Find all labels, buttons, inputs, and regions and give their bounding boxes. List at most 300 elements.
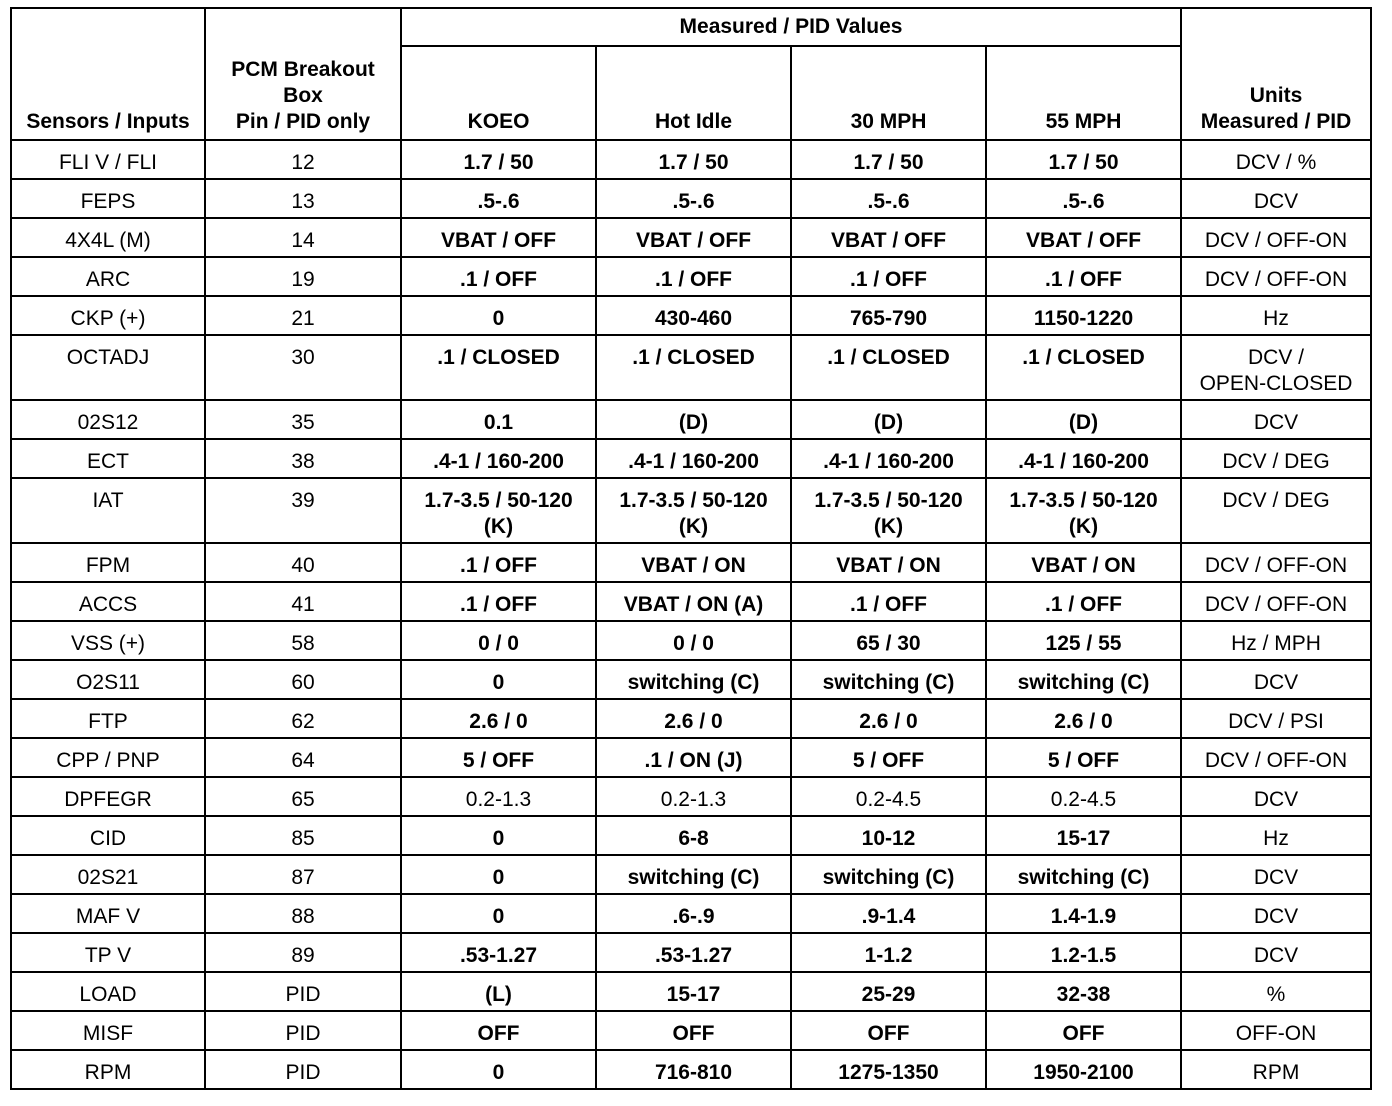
pin-cell	[205, 296, 401, 335]
value-cell-koeo	[401, 1050, 596, 1089]
table-row	[11, 140, 1371, 179]
value-cell-idle	[596, 972, 791, 1011]
table-row	[11, 1011, 1371, 1050]
value-cell-mph30	[791, 582, 986, 621]
value-cell-mph55	[986, 816, 1181, 855]
value-cell-koeo-text: 0	[492, 905, 505, 928]
sensor-cell-text: ACCS	[78, 593, 138, 616]
table-row	[11, 543, 1371, 582]
units-cell	[1181, 894, 1371, 933]
value-cell-mph30	[791, 660, 986, 699]
units-cell-text: RPM	[1252, 1061, 1300, 1084]
value-cell-idle	[596, 894, 791, 933]
value-cell-mph55-text: 1950-2100	[1033, 1061, 1134, 1084]
value-cell-mph30	[791, 478, 986, 543]
value-cell-idle-text: switching (C)	[627, 671, 760, 694]
value-cell-mph55-text: 5 / OFF	[1047, 749, 1120, 772]
pin-cell-text: 40	[291, 554, 315, 577]
units-cell	[1181, 478, 1371, 543]
pin-cell-text: 41	[291, 593, 315, 616]
value-cell-koeo-text: 0	[492, 1061, 505, 1084]
sensor-cell-text: CPP / PNP	[56, 749, 160, 772]
value-cell-idle	[596, 478, 791, 543]
units-cell	[1181, 699, 1371, 738]
value-cell-koeo	[401, 218, 596, 257]
units-cell	[1181, 1050, 1371, 1089]
sensor-cell	[11, 972, 205, 1011]
pid-values-sheet	[10, 7, 1370, 1090]
pin-cell	[205, 140, 401, 179]
value-cell-idle-text: .53-1.27	[654, 944, 733, 967]
value-cell-mph30-text: switching (C)	[822, 866, 955, 889]
value-cell-koeo-text: (L)	[485, 983, 512, 1006]
pin-cell-text: 30	[291, 346, 315, 369]
value-cell-mph55	[986, 296, 1181, 335]
pin-cell	[205, 478, 401, 543]
value-cell-mph30-text: VBAT / ON	[836, 554, 941, 577]
header-units-line-2: Measured / PID	[1200, 110, 1352, 133]
value-cell-idle	[596, 738, 791, 777]
units-cell-text: DCV	[1253, 905, 1299, 928]
units-cell-text: DCV / DEG	[1222, 489, 1330, 512]
sensor-cell	[11, 738, 205, 777]
value-cell-mph55-text: (D)	[1068, 411, 1099, 434]
value-cell-mph30	[791, 335, 986, 400]
value-cell-mph30	[791, 972, 986, 1011]
header-pcm-line-3: Pin / PID only	[235, 110, 371, 133]
value-cell-mph55	[986, 972, 1181, 1011]
value-cell-mph55-text: 1150-1220	[1033, 307, 1134, 330]
table-row	[11, 660, 1371, 699]
pin-cell-text: 65	[291, 788, 315, 811]
value-cell-mph30-text: 1-1.2	[864, 944, 913, 967]
pin-cell-text: 58	[291, 632, 315, 655]
value-cell-idle-text: VBAT / ON	[641, 554, 746, 577]
units-cell	[1181, 335, 1371, 400]
value-cell-mph30-text: 765-790	[849, 307, 928, 330]
value-cell-mph55	[986, 257, 1181, 296]
value-cell-mph30-text: 0.2-4.5	[855, 788, 922, 811]
pin-cell-text: 13	[291, 190, 315, 213]
sensor-cell	[11, 777, 205, 816]
value-cell-mph55-text: .1 / OFF	[1044, 268, 1122, 291]
units-cell	[1181, 621, 1371, 660]
value-cell-koeo-text: 0	[492, 671, 505, 694]
sensor-cell	[11, 621, 205, 660]
value-cell-mph55	[986, 218, 1181, 257]
value-cell-mph55	[986, 621, 1181, 660]
units-cell	[1181, 777, 1371, 816]
value-cell-koeo	[401, 972, 596, 1011]
value-cell-koeo	[401, 582, 596, 621]
value-cell-mph55-text: 2.6 / 0	[1054, 710, 1113, 733]
table-body	[11, 140, 1371, 1089]
sensor-cell	[11, 660, 205, 699]
value-cell-koeo-text: 0.1	[483, 411, 514, 434]
table-row	[11, 257, 1371, 296]
units-cell-text-line-2: OPEN-CLOSED	[1199, 372, 1353, 395]
sensor-cell-text: CID	[89, 827, 127, 850]
sensor-cell	[11, 218, 205, 257]
pin-cell-text: 64	[291, 749, 315, 772]
value-cell-koeo	[401, 816, 596, 855]
value-cell-mph30	[791, 218, 986, 257]
value-cell-mph30	[791, 400, 986, 439]
pin-cell-text: 39	[291, 489, 315, 512]
units-cell	[1181, 439, 1371, 478]
value-cell-idle-text: .6-.9	[672, 905, 715, 928]
value-cell-mph30-text: .5-.6	[867, 190, 910, 213]
value-cell-idle	[596, 1011, 791, 1050]
table-row	[11, 582, 1371, 621]
value-cell-mph55	[986, 543, 1181, 582]
units-cell-text: DCV	[1253, 866, 1299, 889]
pin-cell-text: 14	[291, 229, 315, 252]
value-cell-koeo	[401, 179, 596, 218]
pin-cell	[205, 582, 401, 621]
value-cell-mph55	[986, 1050, 1181, 1089]
value-cell-mph30	[791, 699, 986, 738]
value-cell-koeo-text: .5-.6	[477, 190, 520, 213]
units-cell	[1181, 738, 1371, 777]
sensor-cell	[11, 933, 205, 972]
pin-cell	[205, 543, 401, 582]
pin-cell	[205, 777, 401, 816]
value-cell-koeo	[401, 257, 596, 296]
sensor-cell	[11, 816, 205, 855]
header-units-line-1: Units	[1249, 84, 1303, 107]
sensor-cell	[11, 894, 205, 933]
header-units-measured-pid	[1181, 8, 1371, 140]
units-cell-text: DCV	[1253, 944, 1299, 967]
sensor-cell	[11, 140, 205, 179]
sensor-cell	[11, 1050, 205, 1089]
value-cell-mph30-text: VBAT / OFF	[830, 229, 947, 252]
pin-cell-text: 88	[291, 905, 315, 928]
value-cell-mph55-text: .1 / OFF	[1044, 593, 1122, 616]
value-cell-mph55-text-line-2: (K)	[1068, 515, 1099, 538]
value-cell-koeo	[401, 1011, 596, 1050]
value-cell-koeo-text-line-2: (K)	[483, 515, 514, 538]
header-hot-idle: Hot Idle	[596, 46, 791, 140]
value-cell-koeo	[401, 543, 596, 582]
value-cell-idle-text: 430-460	[654, 307, 733, 330]
units-cell-text: Hz / MPH	[1231, 632, 1321, 655]
sensor-cell	[11, 1011, 205, 1050]
table-row	[11, 894, 1371, 933]
value-cell-idle-text: .1 / ON (J)	[644, 749, 743, 772]
units-cell	[1181, 933, 1371, 972]
units-cell	[1181, 1011, 1371, 1050]
sensor-cell	[11, 257, 205, 296]
value-cell-mph30-text: 5 / OFF	[852, 749, 925, 772]
pin-cell-text: 35	[291, 411, 315, 434]
sensor-cell	[11, 855, 205, 894]
pin-cell	[205, 972, 401, 1011]
value-cell-idle-text-line-2: (K)	[678, 515, 709, 538]
value-cell-mph55	[986, 140, 1181, 179]
pin-cell	[205, 179, 401, 218]
value-cell-mph30-text: .9-1.4	[861, 905, 916, 928]
value-cell-mph30-text: .1 / OFF	[849, 593, 927, 616]
value-cell-idle-text: 0.2-1.3	[660, 788, 727, 811]
value-cell-idle-text: VBAT / OFF	[635, 229, 752, 252]
value-cell-mph55	[986, 738, 1181, 777]
value-cell-koeo	[401, 439, 596, 478]
table-row	[11, 1050, 1371, 1089]
value-cell-mph55-text: .5-.6	[1062, 190, 1105, 213]
value-cell-mph55-text: 125 / 55	[1045, 632, 1122, 655]
value-cell-koeo-text: .1 / CLOSED	[437, 346, 560, 369]
pin-cell-text: 12	[291, 151, 315, 174]
units-cell-text: DCV / OFF-ON	[1204, 593, 1348, 616]
pin-cell	[205, 855, 401, 894]
pin-cell	[205, 933, 401, 972]
value-cell-koeo-text: .4-1 / 160-200	[433, 450, 564, 473]
value-cell-koeo	[401, 855, 596, 894]
value-cell-koeo-text: .1 / OFF	[459, 593, 537, 616]
value-cell-idle-text: .5-.6	[672, 190, 715, 213]
value-cell-mph55-text: switching (C)	[1017, 866, 1150, 889]
value-cell-idle-text: switching (C)	[627, 866, 760, 889]
units-cell-text: DCV / OFF-ON	[1204, 749, 1348, 772]
sensor-cell	[11, 699, 205, 738]
value-cell-mph55-text: 1.7 / 50	[1048, 151, 1119, 174]
sensor-cell	[11, 335, 205, 400]
pin-cell	[205, 660, 401, 699]
value-cell-koeo-text: .1 / OFF	[459, 268, 537, 291]
pin-cell-text: 85	[291, 827, 315, 850]
pin-cell-text: PID	[285, 1061, 321, 1084]
table-row	[11, 699, 1371, 738]
units-cell	[1181, 218, 1371, 257]
value-cell-koeo	[401, 335, 596, 400]
pin-cell	[205, 699, 401, 738]
pin-cell-text: 19	[291, 268, 315, 291]
sensor-cell-text: OCTADJ	[66, 346, 150, 369]
value-cell-mph30-text: 1.7-3.5 / 50-120	[814, 489, 963, 512]
value-cell-mph30	[791, 777, 986, 816]
value-cell-idle-text: (D)	[678, 411, 709, 434]
value-cell-mph30-text: .1 / CLOSED	[827, 346, 950, 369]
value-cell-mph30	[791, 179, 986, 218]
value-cell-idle	[596, 1050, 791, 1089]
value-cell-idle-text: 6-8	[678, 827, 709, 850]
value-cell-koeo	[401, 660, 596, 699]
value-cell-koeo-text: .1 / OFF	[459, 554, 537, 577]
sensor-cell-text: IAT	[92, 489, 124, 512]
units-cell	[1181, 582, 1371, 621]
value-cell-idle	[596, 933, 791, 972]
value-cell-idle-text: 2.6 / 0	[664, 710, 723, 733]
value-cell-idle	[596, 439, 791, 478]
value-cell-mph55-text: .1 / CLOSED	[1022, 346, 1145, 369]
value-cell-koeo-text: 1.7-3.5 / 50-120	[424, 489, 573, 512]
units-cell-text: DCV	[1253, 411, 1299, 434]
pin-cell-text: PID	[285, 983, 321, 1006]
units-cell	[1181, 543, 1371, 582]
value-cell-mph30-text-line-2: (K)	[873, 515, 904, 538]
value-cell-idle-text: .1 / OFF	[654, 268, 732, 291]
value-cell-idle-text: .4-1 / 160-200	[628, 450, 759, 473]
pin-cell	[205, 1011, 401, 1050]
header-55-mph: 55 MPH	[986, 46, 1181, 140]
pin-cell-text: 62	[291, 710, 315, 733]
value-cell-idle	[596, 543, 791, 582]
units-cell-text: DCV	[1253, 788, 1299, 811]
value-cell-mph55-text: 0.2-4.5	[1050, 788, 1117, 811]
value-cell-mph55-text: OFF	[1062, 1022, 1105, 1045]
value-cell-idle-text: .1 / CLOSED	[632, 346, 755, 369]
units-cell-text: DCV / OFF-ON	[1204, 229, 1348, 252]
table-row	[11, 439, 1371, 478]
value-cell-mph30	[791, 140, 986, 179]
value-cell-mph55	[986, 478, 1181, 543]
header-pcm-line-1: PCM Breakout	[231, 58, 375, 81]
value-cell-mph30	[791, 933, 986, 972]
value-cell-idle-text: 716-810	[654, 1061, 733, 1084]
sensor-cell-text: 02S12	[77, 411, 139, 434]
value-cell-idle	[596, 777, 791, 816]
value-cell-mph30	[791, 439, 986, 478]
sensor-cell-text: ECT	[87, 450, 129, 473]
value-cell-koeo-text: 5 / OFF	[462, 749, 535, 772]
value-cell-koeo-text: 1.7 / 50	[463, 151, 534, 174]
value-cell-koeo	[401, 777, 596, 816]
value-cell-mph30	[791, 621, 986, 660]
header-sensors-inputs: Sensors / Inputs	[11, 8, 205, 140]
value-cell-koeo	[401, 296, 596, 335]
value-cell-idle	[596, 335, 791, 400]
sensor-cell	[11, 478, 205, 543]
value-cell-mph55-text: 1.4-1.9	[1050, 905, 1117, 928]
value-cell-mph55	[986, 400, 1181, 439]
table-row	[11, 218, 1371, 257]
sensor-cell-text: FPM	[85, 554, 131, 577]
sensor-cell-text: MISF	[82, 1022, 134, 1045]
value-cell-mph30-text: 65 / 30	[856, 632, 921, 655]
table-row	[11, 777, 1371, 816]
value-cell-idle	[596, 140, 791, 179]
pin-cell-text: 60	[291, 671, 315, 694]
value-cell-mph55	[986, 855, 1181, 894]
value-cell-koeo	[401, 738, 596, 777]
units-cell	[1181, 296, 1371, 335]
sensor-cell	[11, 400, 205, 439]
value-cell-mph55	[986, 894, 1181, 933]
value-cell-mph30-text: 25-29	[861, 983, 916, 1006]
value-cell-mph55	[986, 1011, 1181, 1050]
table-row	[11, 855, 1371, 894]
pid-values-table	[10, 7, 1372, 1090]
pin-cell	[205, 621, 401, 660]
value-cell-mph55	[986, 933, 1181, 972]
pin-cell	[205, 894, 401, 933]
pin-cell	[205, 816, 401, 855]
pin-cell-text: PID	[285, 1022, 321, 1045]
units-cell	[1181, 660, 1371, 699]
pin-cell	[205, 439, 401, 478]
table-row	[11, 478, 1371, 543]
units-cell	[1181, 257, 1371, 296]
value-cell-mph55	[986, 699, 1181, 738]
header-measured-pid-values: Measured / PID Values	[401, 8, 1181, 46]
value-cell-koeo	[401, 699, 596, 738]
value-cell-idle	[596, 296, 791, 335]
value-cell-mph30-text: (D)	[873, 411, 904, 434]
value-cell-koeo-text: .53-1.27	[459, 944, 538, 967]
table-row	[11, 335, 1371, 400]
sensor-cell-text: LOAD	[79, 983, 137, 1006]
value-cell-koeo	[401, 478, 596, 543]
sensor-cell-text: FEPS	[80, 190, 136, 213]
header-koeo: KOEO	[401, 46, 596, 140]
pin-cell	[205, 335, 401, 400]
value-cell-koeo	[401, 933, 596, 972]
value-cell-mph55-text: 32-38	[1056, 983, 1111, 1006]
units-cell-text: Hz	[1263, 307, 1289, 330]
value-cell-idle	[596, 218, 791, 257]
value-cell-mph30	[791, 257, 986, 296]
units-cell-text: OFF-ON	[1235, 1022, 1317, 1045]
units-cell-text: DCV / DEG	[1222, 450, 1330, 473]
units-cell	[1181, 855, 1371, 894]
value-cell-idle	[596, 855, 791, 894]
value-cell-idle-text: 1.7 / 50	[658, 151, 729, 174]
pin-cell-text: 89	[291, 944, 315, 967]
value-cell-koeo	[401, 894, 596, 933]
value-cell-mph30	[791, 543, 986, 582]
pin-cell	[205, 257, 401, 296]
units-cell-text: Hz	[1263, 827, 1289, 850]
sensor-cell-text: FTP	[88, 710, 128, 733]
value-cell-idle	[596, 699, 791, 738]
value-cell-mph30-text: .4-1 / 160-200	[823, 450, 954, 473]
value-cell-idle	[596, 660, 791, 699]
value-cell-mph30-text: 1275-1350	[838, 1061, 939, 1084]
sensor-cell-text: 4X4L (M)	[65, 229, 151, 252]
value-cell-mph55-text: VBAT / ON	[1031, 554, 1136, 577]
header-pcm-line-2: Box	[283, 84, 323, 107]
value-cell-idle-text: 15-17	[666, 983, 721, 1006]
value-cell-mph30	[791, 1050, 986, 1089]
value-cell-koeo-text: 0 / 0	[478, 632, 519, 655]
pin-cell-text: 38	[291, 450, 315, 473]
units-cell-text: DCV / PSI	[1228, 710, 1324, 733]
value-cell-mph55	[986, 335, 1181, 400]
value-cell-mph55	[986, 777, 1181, 816]
sensor-cell-text: FLI V / FLI	[58, 151, 158, 174]
value-cell-koeo-text: 0	[492, 866, 505, 889]
units-cell-text: %	[1266, 983, 1286, 1006]
header-30-mph: 30 MPH	[791, 46, 986, 140]
value-cell-mph55-text: VBAT / OFF	[1025, 229, 1142, 252]
value-cell-mph55-text: 1.2-1.5	[1050, 944, 1117, 967]
value-cell-koeo-text: OFF	[477, 1022, 520, 1045]
pin-cell	[205, 738, 401, 777]
units-cell-text: DCV / %	[1235, 151, 1317, 174]
value-cell-mph30	[791, 296, 986, 335]
value-cell-mph30-text: .1 / OFF	[849, 268, 927, 291]
value-cell-mph55-text: .4-1 / 160-200	[1018, 450, 1149, 473]
sensor-cell-text: DPFEGR	[64, 788, 152, 811]
table-row	[11, 179, 1371, 218]
table-row	[11, 621, 1371, 660]
sensor-cell-text: RPM	[84, 1061, 132, 1084]
value-cell-koeo-text: VBAT / OFF	[440, 229, 557, 252]
sensor-cell-text: VSS (+)	[70, 632, 146, 655]
value-cell-mph30	[791, 816, 986, 855]
